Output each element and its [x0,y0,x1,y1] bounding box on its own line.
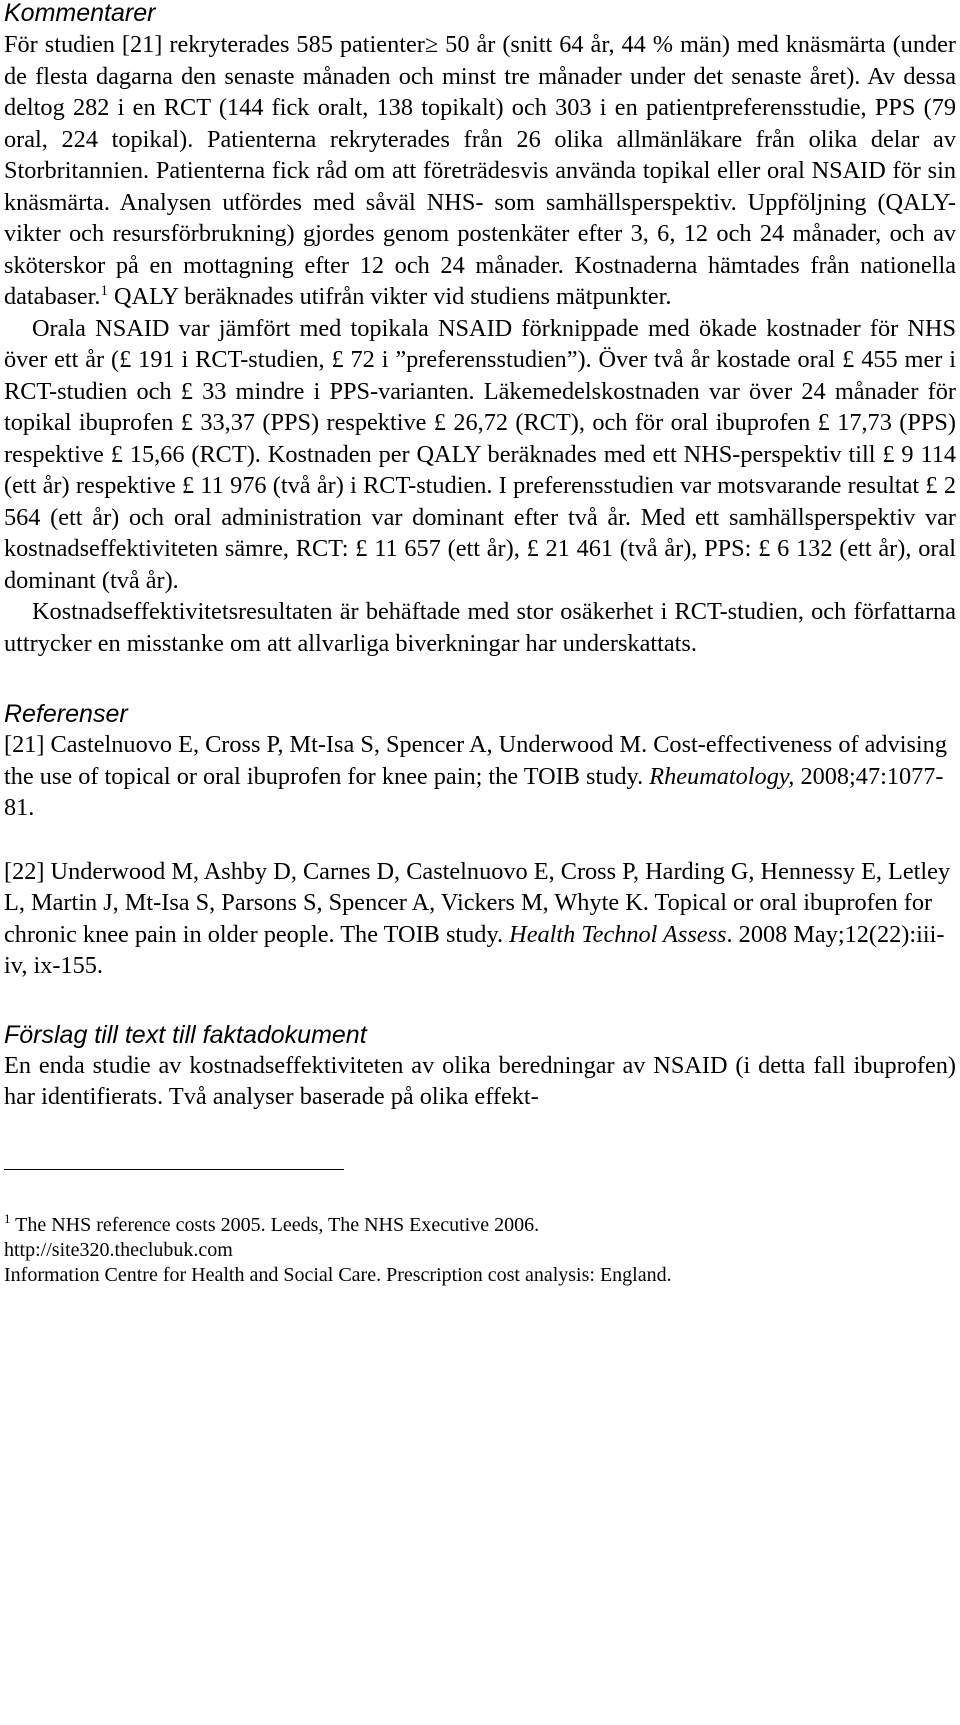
reference-22-text: [22] Underwood M, Ashby D, Carnes D, Castelnuovo E, Cross P, Harding G, Hennessy E, Letley L, Martin J, Mt-Isa S, Parsons S, Spencer A, Vickers M, Whyte K. Topical or oral ibuprofen for chronic knee pain in older people. The TOIB study. [4,857,951,948]
comments-paragraph-1-text: För studien [21] rekryterades 585 patienter≥ 50 år (snitt 64 år, 44 % män) med knäsmärta (under de flesta dagarna den senaste månaden och minst tre månader under det senaste året). Av dessa deltog 282 i en RCT (144 fick oralt, 138 topikalt) och 303 i en patientpreferensstudie, PPS (79 oral, 224 topikal). Patienterna rekryterades från 26 olika allmänläkare från olika delar av Storbritannien. Patienterna fick råd om att företrädesvis använda topikal eller oral NSAID för sin knäsmärta. Analysen utfördes med såväl NHS- som samhällsperspektiv. Uppföljning (QALY-vikter och resursförbrukning) gjordes genom postenkäter efter 3, 6, 12 och 24 månader, och av sköterskor på en mottagning efter 12 och 24 månader. Kostnaderna hämtades från nationella databaser. [4,31,956,310]
footnote-divider [4,1169,344,1170]
comments-paragraph-1-tail: QALY beräknades utifrån vikter vid studiens mätpunkter. [107,283,672,310]
proposal-heading: Förslag till text till faktadokument [4,1020,367,1049]
comments-paragraph-3: Kostnadseffektivitetsresultaten är behäftade med stor osäkerhet i RCT-studien, och författarna uttrycker en misstanke om att allvarliga biverkningar har underskattats. [4,598,956,657]
proposal-paragraph: En enda studie av kostnadseffektiviteten av olika beredningar av NSAID (i detta fall ibuprofen) har identifierats. Två analyser baserade på olika effekt- [4,1051,956,1110]
footnote-line-1 [4,1210,956,1238]
reference-21-text: [21] Castelnuovo E, Cross P, Mt-Isa S, Spencer A, Underwood M. Cost-effectiveness of advising the use of topical or oral ibuprofen for knee pain; the TOIB study. [4,731,947,790]
reference-21-tail: 2008;47:1077-81. [4,762,944,821]
comments-paragraph-2: Orala NSAID var jämfört med topikala NSAID förknippade med ökade kostnader för NHS över ett år (£ 191 i RCT-studien, £ 72 i ”preferensstudien”). Över två år kostade oral £ 455 mer i RCT-studien och £ 33 mindre i PPS-varianten. Läkemedelskostnaden var över 24 månader för topikal ibuprofen £ 33,37 (PPS) respektive £ 26,72 (RCT), och för oral ibuprofen £ 17,73 (PPS) respektive £ 15,66 (RCT). Kostnaden per QALY beräknades med ett NHS-perspektiv till £ 9 114 (ett år) respektive £ 11 976 (två år) i RCT-studien. I preferensstudien var motsvarande resultat £ 2 564 (ett år) och oral administration var dominant efter två år. Med ett samhällsperspektiv var kostnadseffektiviteten sämre, RCT: £ 11 657 (ett år), £ 21 461 (två år), PPS: £ 6 132 (ett år), oral dominant (två år). [4,314,956,594]
comments-heading: Kommentarer [4,0,156,27]
reference-22-tail: . 2008 May;12(22):iii-iv, ix-155. [4,920,945,979]
references-heading: Referenser [4,700,128,728]
footnote-marker: 1 [4,1210,11,1226]
footnote-text-1: The NHS reference costs 2005. Leeds, The NHS Executive 2006. [10,1213,540,1236]
footnote-line-2: http://site320.theclubuk.com [4,1238,233,1261]
footnote-ref-1: 1 [100,283,108,299]
reference-21-journal: Rheumatology, [649,762,795,790]
reference-21 [4,729,956,824]
reference-22-journal: Health Technol Assess [509,920,727,948]
footnote-line-3: Information Centre for Health and Social Care. Prescription cost analysis: England. [4,1263,672,1286]
comments-paragraph-1 [4,29,956,313]
reference-22 [4,856,956,982]
